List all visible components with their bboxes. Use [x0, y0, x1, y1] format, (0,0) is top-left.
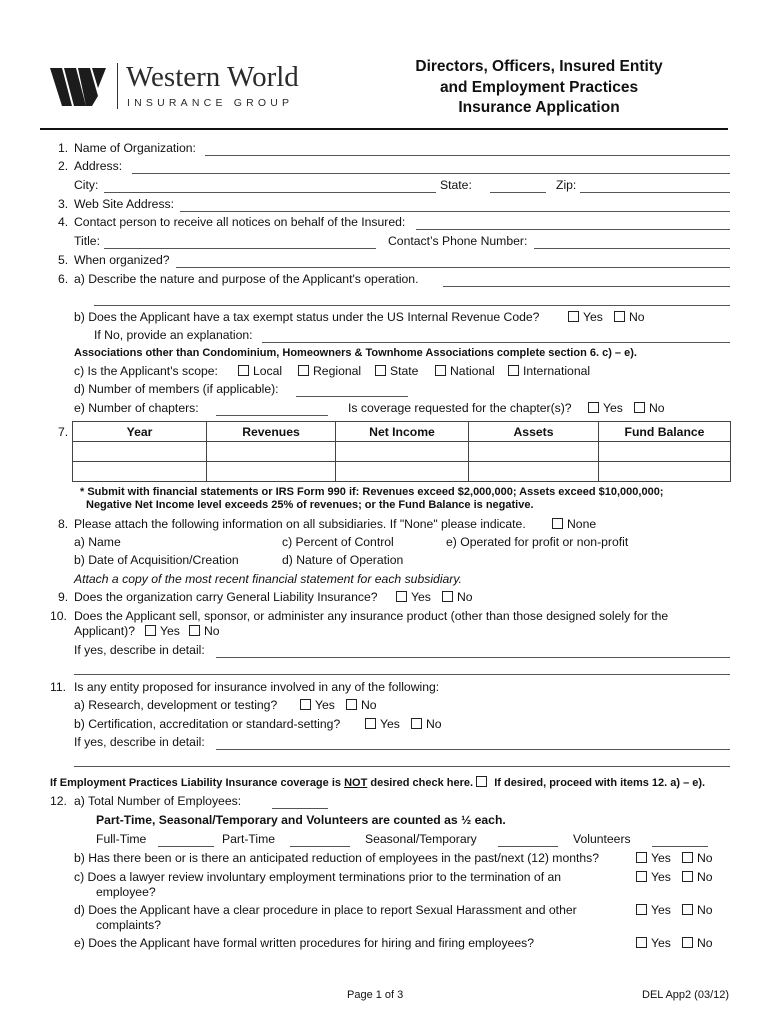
yes-label: Yes	[583, 310, 603, 324]
hiring-procedures-yes[interactable]	[636, 936, 671, 950]
yes-label: Yes	[651, 936, 671, 950]
city-label: City:	[74, 178, 99, 192]
certification-yes[interactable]	[365, 717, 400, 731]
yes-label: Yes	[651, 870, 671, 884]
submit-note-2: Negative Net Income level exceeds 25% of revenues; or the Fund Balance is negative.	[86, 499, 534, 511]
no-label: No	[426, 717, 442, 731]
certification-no[interactable]	[411, 717, 442, 731]
scope-label: Regional	[313, 364, 362, 378]
checkbox-icon[interactable]	[145, 625, 156, 636]
address-field[interactable]	[132, 173, 730, 174]
scope-national[interactable]	[435, 364, 495, 378]
column-header-year: Year	[73, 422, 207, 442]
column-header-net-income: Net Income	[336, 422, 469, 442]
harassment-procedure-no[interactable]	[682, 903, 713, 917]
fulltime-label: Full-Time	[96, 832, 147, 846]
reduction-no[interactable]	[682, 851, 713, 865]
q12d-label: d) Does the Applicant have a clear procedure in place to report Sexual Harassment and other	[74, 903, 577, 917]
organized-date-field[interactable]	[176, 267, 730, 268]
state-label: State:	[440, 178, 472, 192]
checkbox-icon[interactable]	[634, 402, 645, 413]
epl-decline-checkbox[interactable]	[476, 776, 487, 787]
table-cell[interactable]	[469, 462, 599, 482]
checkbox-icon[interactable]	[682, 937, 693, 948]
seasonal-label: Seasonal/Temporary	[365, 832, 477, 846]
zip-label: Zip:	[556, 178, 577, 192]
no-label: No	[361, 698, 377, 712]
checkbox-icon[interactable]	[300, 699, 311, 710]
q11-label: Is any entity proposed for insurance involved in any of the following:	[74, 680, 440, 694]
seasonal-field[interactable]	[498, 846, 558, 847]
city-field[interactable]	[104, 192, 436, 193]
title-rule	[40, 128, 728, 130]
table-cell[interactable]	[599, 442, 731, 462]
volunteers-label: Volunteers	[573, 832, 631, 846]
q9-label: Does the organization carry General Liability Insurance?	[74, 590, 378, 604]
q2-number: 2.	[58, 159, 69, 173]
fulltime-field[interactable]	[158, 846, 214, 847]
parttime-label: Part-Time	[222, 832, 276, 846]
no-label: No	[697, 851, 713, 865]
q7-number: 7.	[58, 425, 69, 439]
table-row	[73, 462, 731, 482]
contact-person-field[interactable]	[416, 229, 730, 230]
q6b-explain-label: If No, provide an explanation:	[94, 328, 253, 342]
yes-label: Yes	[651, 903, 671, 917]
q9-number: 9.	[58, 590, 69, 604]
q4-number: 4.	[58, 215, 69, 229]
q6b-yes[interactable]	[568, 310, 603, 324]
research-no[interactable]	[346, 698, 377, 712]
attach-note: Attach a copy of the most recent financial statement for each subsidiary.	[74, 572, 462, 586]
q10-label-2: Applicant)?	[74, 624, 135, 638]
insurance-product-detail-field-1[interactable]	[216, 657, 730, 658]
scope-label: Local	[253, 364, 283, 378]
checkbox-icon[interactable]	[636, 852, 647, 863]
page-number: Page 1 of 3	[347, 989, 404, 1001]
yes-label: Yes	[651, 851, 671, 865]
checkbox-icon[interactable]	[189, 625, 200, 636]
checkbox-icon[interactable]	[346, 699, 357, 710]
contact-phone-field[interactable]	[534, 248, 730, 249]
associations-note: Associations other than Condominium, Homeowners & Townhome Associations complete section 6. c) – e).	[74, 347, 637, 359]
yes-label: Yes	[160, 624, 180, 638]
title-line-2: and Employment Practices	[439, 78, 639, 96]
q12a-label: a) Total Number of Employees:	[74, 794, 242, 808]
checkbox-icon[interactable]	[682, 904, 693, 915]
checkbox-icon[interactable]	[411, 718, 422, 729]
checkbox-icon[interactable]	[636, 871, 647, 882]
page-title	[380, 57, 698, 119]
yes-label: Yes	[411, 590, 431, 604]
logo-name: Western World	[126, 61, 299, 93]
scope-label: National	[450, 364, 495, 378]
entity-involvement-detail-field-1[interactable]	[216, 749, 730, 750]
title-line-3: Insurance Application	[458, 99, 620, 116]
q8e-label: e) Operated for profit or non-profit	[446, 535, 629, 549]
logo-divider	[117, 63, 118, 109]
research-yes[interactable]	[300, 698, 335, 712]
operation-description-field-1[interactable]	[443, 286, 730, 287]
q11-number: 11.	[50, 680, 67, 694]
checkbox-icon[interactable]	[396, 591, 407, 602]
no-label: No	[649, 401, 665, 415]
q11b-label: b) Certification, accreditation or standard-setting?	[74, 717, 341, 731]
table-cell[interactable]	[336, 462, 469, 482]
checkbox-icon[interactable]	[552, 518, 563, 529]
q3-number: 3.	[58, 197, 69, 211]
table-cell[interactable]	[73, 442, 207, 462]
q5-number: 5.	[58, 253, 69, 267]
yes-label: Yes	[380, 717, 400, 731]
epl-note-text: desired check here.	[367, 777, 477, 789]
scope-regional[interactable]	[298, 364, 361, 378]
q6e-label: e) Number of chapters:	[74, 401, 199, 415]
q12-number: 12.	[50, 794, 67, 808]
scope-local[interactable]	[238, 364, 282, 378]
q11a-label: a) Research, development or testing?	[74, 698, 278, 712]
contact-phone-label: Contact’s Phone Number:	[388, 234, 528, 248]
q8c-label: c) Percent of Control	[282, 535, 394, 549]
no-label: No	[697, 936, 713, 950]
lawyer-review-no[interactable]	[682, 870, 713, 884]
checkbox-icon[interactable]	[568, 311, 579, 322]
logo-sub: INSURANCE GROUP	[127, 97, 294, 109]
entity-involvement-detail-field-2[interactable]	[74, 766, 730, 767]
operation-description-field-2[interactable]	[94, 305, 730, 306]
q12e-label: e) Does the Applicant have formal written procedures for hiring and firing employees?	[74, 936, 534, 950]
q10-label: Does the Applicant sell, sponsor, or administer any insurance product (other than those designed solely for the	[74, 609, 669, 623]
q12d-label-2: complaints?	[96, 918, 162, 932]
table-cell[interactable]	[599, 462, 731, 482]
table-row	[73, 442, 731, 462]
q6a-label: a) Describe the nature and purpose of the Applicant's operation.	[74, 272, 419, 286]
title-line-1: Directors, Officers, Insured Entity	[415, 58, 663, 75]
column-header-revenues: Revenues	[207, 422, 336, 442]
submit-note-1: * Submit with financial statements or IRS Form 990 if: Revenues exceed $2,000,000; Assets exceed $10,000,000;	[80, 486, 664, 498]
table-cell[interactable]	[207, 462, 336, 482]
q6-number: 6.	[58, 272, 69, 286]
checkbox-icon[interactable]	[442, 591, 453, 602]
contact-title-field[interactable]	[104, 248, 376, 249]
chapter-coverage-yes[interactable]	[588, 401, 623, 415]
website-field[interactable]	[180, 211, 730, 212]
q11-detail-label: If yes, describe in detail:	[74, 735, 205, 749]
insurance-product-detail-field-2[interactable]	[74, 674, 730, 675]
half-count-note: Part-Time, Seasonal/Temporary and Volunteers are counted as ½ each.	[96, 813, 506, 827]
q6d-label: d) Number of members (if applicable):	[74, 382, 279, 396]
checkbox-icon[interactable]	[375, 365, 386, 376]
parttime-field[interactable]	[290, 846, 350, 847]
checkbox-icon[interactable]	[508, 365, 519, 376]
yes-label: Yes	[315, 698, 335, 712]
q8-label: Please attach the following information on all subsidiaries. If "None" please indicate.	[74, 517, 526, 531]
hiring-procedures-no[interactable]	[682, 936, 713, 950]
table-cell[interactable]	[73, 462, 207, 482]
tax-exempt-explanation-field[interactable]	[262, 342, 730, 343]
checkbox-icon[interactable]	[365, 718, 376, 729]
q3-label: Web Site Address:	[74, 197, 175, 211]
q6b-no[interactable]	[614, 310, 645, 324]
q12c-label: c) Does a lawyer review involuntary employment terminations prior to the termination of an	[74, 870, 562, 884]
column-header-fund-balance: Fund Balance	[599, 422, 731, 442]
state-field[interactable]	[490, 192, 546, 193]
organization-name-field[interactable]	[205, 155, 730, 156]
q6b-label: b) Does the Applicant have a tax exempt status under the US Internal Revenue Code?	[74, 310, 540, 324]
checkbox-icon[interactable]	[435, 365, 446, 376]
insurance-product-no[interactable]	[189, 624, 220, 638]
no-label: No	[697, 870, 713, 884]
q10-detail-label: If yes, describe in detail:	[74, 643, 205, 657]
checkbox-icon[interactable]	[682, 871, 693, 882]
scope-label: State	[390, 364, 419, 378]
epl-note-text: If Employment Practices Liability Insurance coverage is	[50, 777, 345, 789]
q2-label: Address:	[74, 159, 123, 173]
yes-label: Yes	[603, 401, 623, 415]
table-cell[interactable]	[469, 442, 599, 462]
financial-table	[72, 421, 731, 482]
reduction-yes[interactable]	[636, 851, 671, 865]
contact-title-label: Title:	[74, 234, 100, 248]
q1-number: 1.	[58, 141, 69, 155]
column-header-assets: Assets	[469, 422, 599, 442]
table-header-row	[73, 422, 731, 442]
no-label: No	[697, 903, 713, 917]
q8a-label: a) Name	[74, 535, 121, 549]
zip-field[interactable]	[580, 192, 730, 193]
checkbox-icon[interactable]	[636, 904, 647, 915]
gl-insurance-no[interactable]	[442, 590, 473, 604]
q1-label: Name of Organization:	[74, 141, 196, 155]
chapters-field[interactable]	[216, 415, 328, 416]
chapter-coverage-label: Is coverage requested for the chapter(s)?	[348, 401, 572, 415]
none-label: None	[567, 517, 597, 531]
subsidiaries-none[interactable]	[552, 517, 596, 531]
checkbox-icon[interactable]	[682, 852, 693, 863]
gl-insurance-yes[interactable]	[396, 590, 431, 604]
insurance-product-yes[interactable]	[145, 624, 180, 638]
form-number: DEL App2 (03/12)	[642, 989, 730, 1001]
epl-note-text: If desired, proceed with items 12. a) – e).	[491, 777, 706, 789]
no-label: No	[457, 590, 473, 604]
chapter-coverage-no[interactable]	[634, 401, 665, 415]
checkbox-icon[interactable]	[298, 365, 309, 376]
checkbox-icon[interactable]	[238, 365, 249, 376]
volunteers-field[interactable]	[652, 846, 708, 847]
table-cell[interactable]	[336, 442, 469, 462]
harassment-procedure-yes[interactable]	[636, 903, 671, 917]
q12b-label: b) Has there been or is there an anticipated reduction of employees in the past/next (12) months?	[74, 851, 600, 865]
q12c-label-2: employee?	[96, 885, 156, 899]
q8d-label: d) Nature of Operation	[282, 553, 404, 567]
epl-note-not: NOT	[344, 777, 368, 789]
checkbox-icon[interactable]	[588, 402, 599, 413]
checkbox-icon[interactable]	[614, 311, 625, 322]
no-label: No	[204, 624, 220, 638]
q8-number: 8.	[58, 517, 69, 531]
table-cell[interactable]	[207, 442, 336, 462]
q4-label: Contact person to receive all notices on behalf of the Insured:	[74, 215, 406, 229]
western-world-logo-icon	[50, 66, 108, 108]
epl-note	[50, 776, 705, 789]
checkbox-icon[interactable]	[636, 937, 647, 948]
lawyer-review-yes[interactable]	[636, 870, 671, 884]
members-field[interactable]	[296, 396, 408, 397]
no-label: No	[629, 310, 645, 324]
scope-international[interactable]	[508, 364, 590, 378]
q5-label: When organized?	[74, 253, 170, 267]
q8b-label: b) Date of Acquisition/Creation	[74, 553, 239, 567]
scope-label: International	[523, 364, 591, 378]
scope-state[interactable]	[375, 364, 418, 378]
q10-number: 10.	[50, 609, 67, 623]
q6c-label: c) Is the Applicant's scope:	[74, 364, 218, 378]
total-employees-field[interactable]	[272, 808, 328, 809]
